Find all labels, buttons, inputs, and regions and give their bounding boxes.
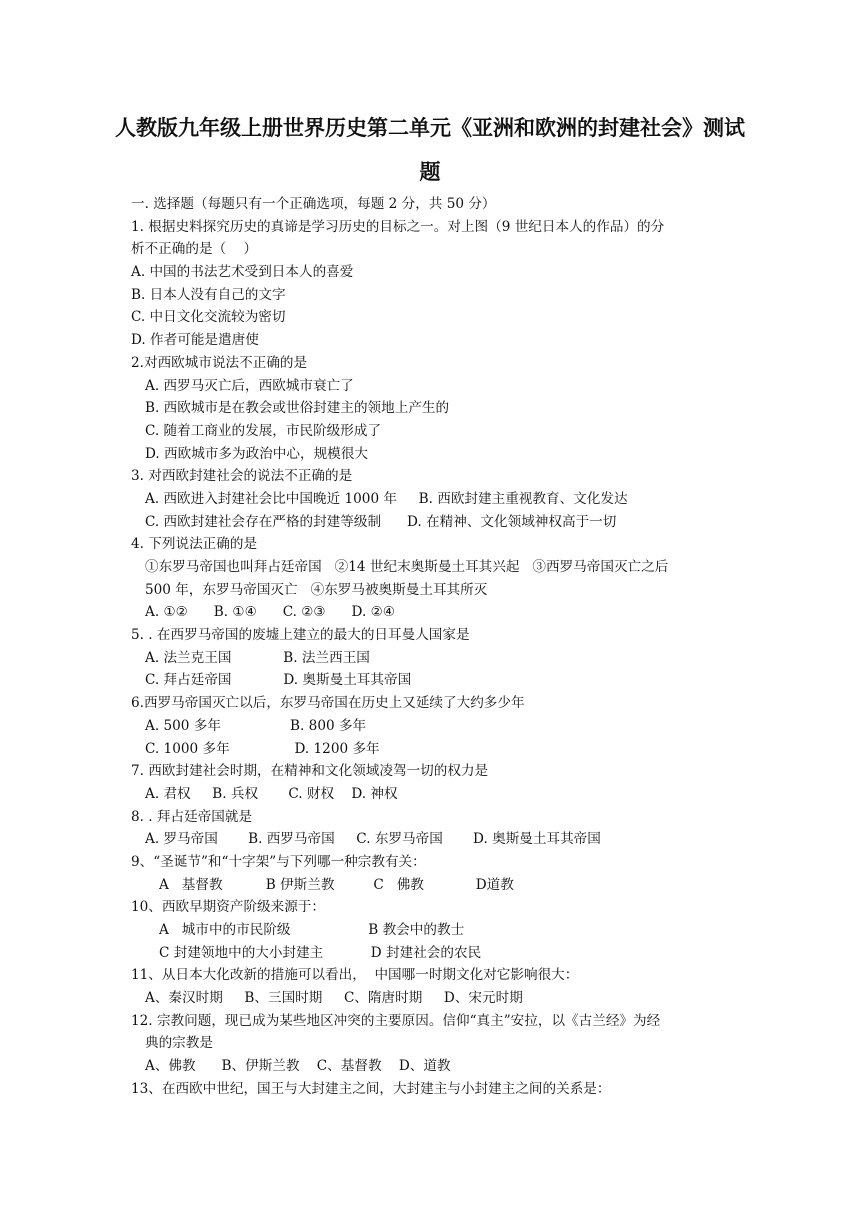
text-line: 13、在西欧中世纪，国王与大封建主之间，大封建主与小封建主之间的关系是： (131, 1080, 611, 1097)
text-line: 8. . 拜占廷帝国就是 (131, 808, 253, 825)
text-line: A 城市中的市民阶级 B 教会中的教士 (159, 922, 465, 938)
question-list (131, 193, 735, 1101)
text-line: C 封建领地中的大小封建主 D 封建社会的农民 (159, 944, 482, 961)
text-line: A. 500 多年 B. 800 多年 (145, 717, 367, 734)
text-line: 12. 宗教问题，现已成为某些地区冲突的主要原因。信仰“真主”安拉，以《古兰经》为经 (131, 1012, 661, 1029)
text-line: C. 拜占廷帝国 D. 奥斯曼土耳其帝国 (145, 672, 412, 689)
text-line: ①东罗马帝国也叫拜占廷帝国 ②14 世纪末奥斯曼土耳其兴起 ③西罗马帝国灭亡之后 (145, 559, 669, 575)
text-line: 一. 选择题（每题只有一个正确选项，每题 2 分，共 50 分） (131, 196, 496, 212)
text-line: B. 日本人没有自己的文字 (131, 286, 286, 303)
text-line: A. 君权 B. 兵权 C. 财权 D. 神权 (145, 785, 398, 802)
text-line: 4. 下列说法正确的是 (131, 536, 258, 553)
text-line: C. 1000 多年 D. 1200 多年 (145, 740, 380, 757)
text-line: C. 中日文化交流较为密切 (131, 309, 286, 326)
document-title-line-2: 题 (419, 159, 441, 184)
text-line: 9、“圣诞节”和“十字架”与下列哪一种宗教有关： (131, 853, 426, 870)
text-line: 6.西罗马帝国灭亡以后，东罗马帝国在历史上又延续了大约多少年 (131, 695, 525, 712)
text-line: A. 中国的书法艺术受到日本人的喜爱 (131, 264, 354, 281)
text-line: 5. . 在西罗马帝国的废墟上建立的最大的日耳曼人国家是 (131, 627, 470, 644)
text-line: 10、西欧早期资产阶级来源于： (131, 899, 326, 916)
text-line: A、佛教 B、伊斯兰教 C、基督教 D、道教 (145, 1058, 451, 1075)
text-line: A. 法兰克王国 B. 法兰西王国 (145, 649, 370, 666)
text-line: D. 西欧城市多为政治中心，规模很大 (145, 445, 368, 462)
text-line: 7. 西欧封建社会时期，在精神和文化领域凌驾一切的权力是 (131, 763, 489, 780)
text-line: 11、从日本大化改新的措施可以看出， 中国哪一时期文化对它影响很大： (131, 967, 579, 984)
text-line: A. 西罗马灭亡后，西欧城市衰亡了 (145, 377, 354, 394)
text-line: B. 西欧城市是在教会或世俗封建主的领地上产生的 (145, 400, 450, 417)
text-line: C. 西欧封建社会存在严格的封建等级制 D. 在精神、文化领域神权高于一切 (145, 513, 617, 530)
text-line: A 基督教 B 伊斯兰教 C 佛教 D道教 (159, 876, 514, 893)
text-line: A、秦汉时期 B、三国时期 C、隋唐时期 D、宋元时期 (145, 990, 523, 1007)
text-line: 2.对西欧城市说法不正确的是 (131, 354, 308, 371)
text-line: 1. 根据史料探究历史的真谛是学习历史的目标之一。对上图（9 世纪日本人的作品）的分 (131, 218, 665, 235)
text-line: A. 罗马帝国 B. 西罗马帝国 C. 东罗马帝国 D. 奥斯曼土耳其帝国 (145, 831, 601, 848)
text-line: 3. 对西欧封建社会的说法不正确的是 (131, 468, 353, 485)
text-line: 析不正确的是（ ） (131, 241, 258, 258)
document-title-line-1: 人教版九年级上册世界历史第二单元《亚洲和欧洲的封建社会》测试 (115, 115, 745, 140)
text-line: A. ①② B. ①④ C. ②③ D. ②④ (145, 604, 395, 621)
text-line: C. 随着工商业的发展，市民阶级形成了 (145, 422, 382, 439)
text-line: 500 年，东罗马帝国灭亡 ④东罗马被奥斯曼土耳其所灭 (145, 581, 488, 598)
text-line: A. 西欧进入封建社会比中国晚近 1000 年 B. 西欧封建主重视教育、文化发达 (145, 490, 628, 507)
text-line: 典的宗教是 (145, 1035, 213, 1052)
text-line: D. 作者可能是遣唐使 (131, 332, 259, 349)
